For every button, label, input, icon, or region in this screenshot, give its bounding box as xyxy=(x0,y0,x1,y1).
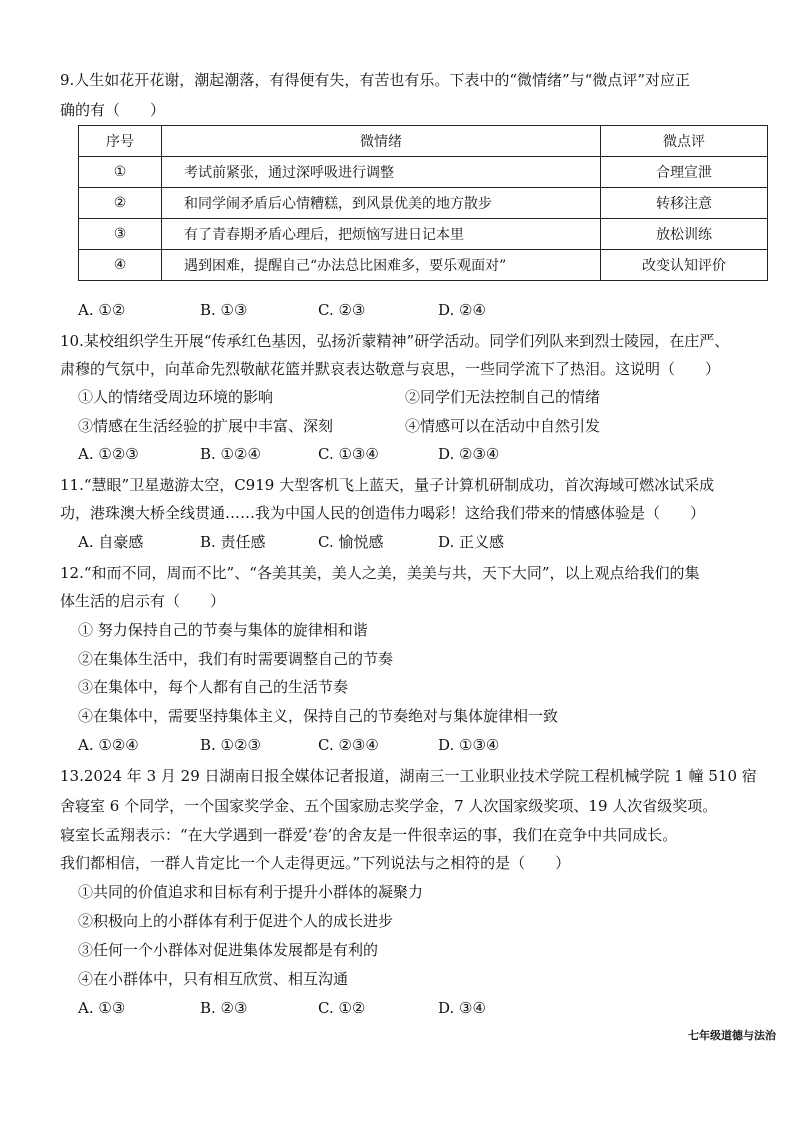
table-header-row xyxy=(79,126,768,157)
q13-option-b: B. ②③ xyxy=(200,999,248,1017)
table-cell-index: ④ xyxy=(79,250,162,281)
q12-option-d: D. ①③④ xyxy=(438,736,500,754)
q9-stem-line2: 确的有（ ） xyxy=(60,101,166,119)
table-cell-emotion: 有了青春期矛盾心理后，把烦恼写进日记本里 xyxy=(162,219,601,250)
q10-option-c: C. ①③④ xyxy=(318,445,379,463)
table-row xyxy=(79,250,768,281)
q10-statement-2: ②同学们无法控制自己的情绪 xyxy=(405,388,601,406)
q10-statement-3: ③情感在生活经验的扩展中丰富、深刻 xyxy=(78,417,334,435)
q12-statement-2: ②在集体生活中，我们有时需要调整自己的节奏 xyxy=(78,650,394,668)
table-cell-comment: 合理宣泄 xyxy=(601,157,768,188)
q13-stem-line1: 13.2024 年 3 月 29 日湖南日报全媒体记者报道，湖南三一工业职业技术学院工程机械学院 1 幢 510 宿 xyxy=(60,767,757,785)
q12-statement-3: ③在集体中，每个人都有自己的生活节奏 xyxy=(78,678,349,696)
q10-statement-1: ①人的情绪受周边环境的影响 xyxy=(78,388,274,406)
table-header-index: 序号 xyxy=(79,126,162,157)
table-cell-comment: 改变认知评价 xyxy=(601,250,768,281)
table-cell-emotion: 和同学闹矛盾后心情糟糕，到风景优美的地方散步 xyxy=(162,188,601,219)
q12-stem-line2: 体生活的启示有（ ） xyxy=(60,592,226,610)
table-cell-comment: 转移注意 xyxy=(601,188,768,219)
table-cell-index: ③ xyxy=(79,219,162,250)
q12-option-c: C. ②③④ xyxy=(318,736,379,754)
table-cell-emotion: 遇到困难，提醒自己“办法总比困难多，要乐观面对” xyxy=(162,250,601,281)
q11-option-d: D. 正义感 xyxy=(438,533,505,551)
q9-option-c: C. ②③ xyxy=(318,301,366,319)
q10-statement-4: ④情感可以在活动中自然引发 xyxy=(405,417,601,435)
q9-stem-line1: 9.人生如花开花谢，潮起潮落，有得便有失，有苦也有乐。下表中的“微情绪”与“微点评”对应正 xyxy=(60,71,690,89)
q11-stem-line2: 功，港珠澳大桥全线贯通……我为中国人民的创造伟力喝彩！这给我们带来的情感体验是（ ） xyxy=(60,504,706,522)
table-cell-comment: 放松训练 xyxy=(601,219,768,250)
q11-stem-line1: 11.“慧眼”卫星遨游太空，C919 大型客机飞上蓝天，量子计算机研制成功，首次海域可燃冰试采成 xyxy=(60,476,715,494)
q10-option-a: A. ①②③ xyxy=(78,445,139,463)
q11-option-b: B. 责任感 xyxy=(200,533,266,551)
q13-statement-3: ③任何一个小群体对促进集体发展都是有利的 xyxy=(78,941,379,959)
q9-option-d: D. ②④ xyxy=(438,301,486,319)
table-header-comment: 微点评 xyxy=(601,126,768,157)
table-header-emotion: 微情绪 xyxy=(162,126,601,157)
q13-option-d: D. ③④ xyxy=(438,999,486,1017)
q9-table xyxy=(78,125,768,281)
table-row xyxy=(79,188,768,219)
q12-stem-line1: 12.“和而不同，周而不比”、“各美其美，美人之美，美美与共，天下大同”，以上观点给我们的集 xyxy=(60,564,700,582)
q10-option-d: D. ②③④ xyxy=(438,445,500,463)
q13-stem-line3: 寝室长孟翔表示：“在大学遇到一群爱‘卷’的舍友是一件很幸运的事，我们在竞争中共同成长。 xyxy=(60,826,678,844)
q13-stem-line4: 我们都相信，一群人肯定比一个人走得更远。”下列说法与之相符的是（ ） xyxy=(60,854,571,872)
q12-option-a: A. ①②④ xyxy=(78,736,139,754)
table-cell-index: ② xyxy=(79,188,162,219)
table-cell-index: ① xyxy=(79,157,162,188)
q9-option-b: B. ①③ xyxy=(200,301,248,319)
q11-option-c: C. 愉悦感 xyxy=(318,533,384,551)
q9-option-a: A. ①② xyxy=(78,301,126,319)
q13-option-c: C. ①② xyxy=(318,999,366,1017)
q11-option-a: A. 自豪感 xyxy=(78,533,144,551)
table-cell-emotion: 考试前紧张，通过深呼吸进行调整 xyxy=(162,157,601,188)
table-row xyxy=(79,219,768,250)
q10-stem-line1: 10.某校组织学生开展“传承红色基因，弘扬沂蒙精神”研学活动。同学们列队来到烈士陵园，在庄严、 xyxy=(60,332,730,350)
q13-statement-4: ④在小群体中，只有相互欣赏、相互沟通 xyxy=(78,970,349,988)
q10-option-b: B. ①②④ xyxy=(200,445,261,463)
q13-statement-1: ①共同的价值追求和目标有利于提升小群体的凝聚力 xyxy=(78,883,424,901)
table-row xyxy=(79,157,768,188)
q13-option-a: A. ①③ xyxy=(78,999,126,1017)
q13-stem-line2: 舍寝室 6 个同学，一个国家奖学金、五个国家励志奖学金，7 人次国家级奖项、19 人次省级奖项。 xyxy=(60,797,718,815)
q12-statement-4: ④在集体中，需要坚持集体主义，保持自己的节奏绝对与集体旋律相一致 xyxy=(78,707,559,725)
q13-statement-2: ②积极向上的小群体有利于促进个人的成长进步 xyxy=(78,912,394,930)
q12-option-b: B. ①②③ xyxy=(200,736,261,754)
subject-footer: 七年级道德与法治 xyxy=(688,1029,776,1042)
q10-stem-line2: 肃穆的气氛中，向革命先烈敬献花篮并默哀表达敬意与哀思，一些同学流下了热泪。这说明（ ） xyxy=(60,360,721,378)
q12-statement-1: ① 努力保持自己的节奏与集体的旋律相和谐 xyxy=(78,621,368,639)
